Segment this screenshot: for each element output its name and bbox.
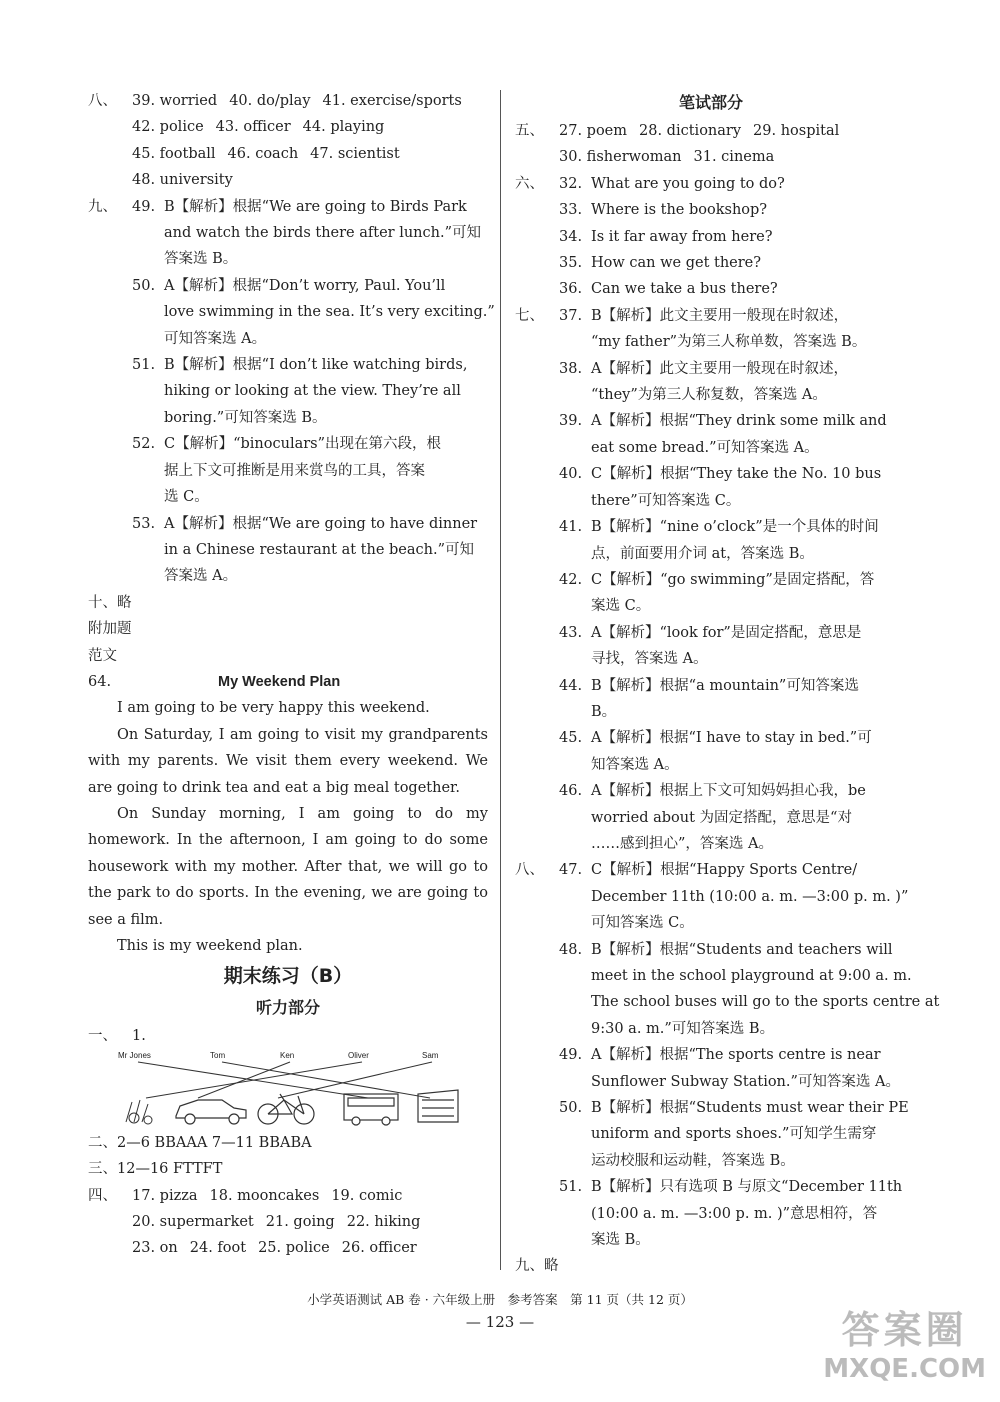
answer-line: 35. How can we get there?	[559, 255, 762, 272]
listening-title: 听力部分	[255, 998, 320, 1018]
answer-line: uniform and sports shoes.”可知学生需穿	[591, 1126, 877, 1143]
bus-icon	[344, 1094, 398, 1125]
section-2: 二、2—6 BBAAA 7—11 BBABA	[88, 1134, 312, 1151]
answer-line: December 11th (10:00 a. m. —3:00 p. m. )”	[591, 888, 909, 905]
subway-icon	[418, 1090, 458, 1122]
answer-line: 据上下文可推断是用来赏鸟的工具，答案	[164, 462, 425, 479]
page-number: — 123 —	[465, 1313, 535, 1331]
section-5: 五、 27. poem 28. dictionary 29. hospital 30. fisherwoman 31. cinema	[515, 123, 840, 166]
exam-title: 期末练习（B）	[223, 965, 353, 988]
answer-line: 答案选 B。	[164, 251, 238, 268]
answer-line: 知答案选 A。	[591, 756, 679, 773]
answer-line: 九、 49. B【解析】根据“We are going to Birds Park	[88, 198, 467, 215]
answer-line: 33. Where is the bookshop?	[559, 202, 768, 219]
answer-line: 51. B【解析】根据“I don’t like watching birds,	[132, 357, 468, 374]
answer-line: 46. A【解析】根据上下文可知妈妈担心我，be	[559, 783, 866, 800]
essay-title: My Weekend Plan	[218, 673, 341, 690]
car-icon	[176, 1100, 246, 1124]
section-6	[515, 171, 907, 303]
watermark-logo: 答案圈 MXQE.COM	[823, 1308, 986, 1384]
left-column	[88, 88, 495, 1262]
answer-line: 40. C【解析】根据“They take the No. 10 bus	[559, 466, 882, 483]
answer-line: 41. B【解析】“nine o’clock”是一个具体的时间	[559, 519, 879, 536]
answer-line: eat some bread.”可知答案选 A。	[591, 439, 819, 456]
answer-line: 案选 B。	[591, 1232, 650, 1249]
name-label: Tom	[210, 1050, 226, 1060]
answer-line: (10:00 a. m. —3:00 p. m. )”意思相符，答	[591, 1205, 878, 1222]
flowers-icon	[126, 1100, 152, 1124]
answer-line: 可知答案选 C。	[591, 915, 694, 932]
name-label: Sam	[422, 1050, 439, 1060]
match-lines	[138, 1062, 432, 1098]
essay-paragraph: I am going to be very happy this weekend.	[117, 700, 430, 717]
essay-paragraph: On Saturday, I am going to visit my grandparents with my parents. We visit them every weekend. We are going to drink tea and eat a big meal together.	[88, 726, 488, 796]
answer-line: 43. A【解析】“look for”是固定搭配，意思是	[559, 624, 862, 641]
section-8-left: 八、 39. worried 40. do/play 41. exercise/sports 42. police 43. officer 44. playing 45. football 46. coach 47. scientist 48. university	[88, 93, 462, 189]
answer-line: 寻找，答案选 A。	[591, 651, 708, 668]
name-label: Ken	[280, 1050, 295, 1060]
answer-line: 可知答案选 A。	[164, 330, 267, 347]
answer-line: 案选 C。	[591, 598, 651, 615]
answer-line: 50. B【解析】根据“Students must wear their PE	[559, 1100, 909, 1117]
answer-line: 七、 37. B【解析】此文主要用一般现在时叙述，	[515, 307, 849, 324]
matching-figure	[118, 1050, 508, 1130]
essay-paragraph: On Sunday morning, I am going to do my homework. In the afternoon, I am going to do some housework with my mother. After that, we will go to the park to do sports. In the evening, we are going to see a film.	[88, 805, 488, 928]
answer-line: 49. A【解析】根据“The sports centre is near	[559, 1047, 881, 1064]
answer-line: 34. Is it far away from here?	[559, 228, 773, 245]
answer-line: “my father”为第三人称单数，答案选 B。	[591, 334, 867, 351]
answer-line: “they”为第三人称复数，答案选 A。	[591, 387, 827, 404]
answer-line: 八、 47. C【解析】根据“Happy Sports Centre/	[515, 862, 858, 879]
answer-line: 六、 32. What are you going to do?	[515, 175, 785, 192]
answer-line: hiking or looking at the view. They’re all	[164, 383, 461, 400]
page-footer: 小学英语测试 AB 卷 · 六年级上册 参考答案 第 11 页（共 12 页）	[307, 1292, 693, 1307]
essay-paragraph: This is my weekend plan.	[117, 938, 303, 954]
answer-line: ……感到担心”，答案选 A。	[591, 835, 773, 852]
answer-line: 51. B【解析】只有选项 B 与原文“December 11th	[559, 1179, 903, 1196]
answer-line: 50. A【解析】根据“Don’t worry, Paul. You’ll	[132, 277, 446, 294]
answer-line: boring.”可知答案选 B。	[164, 409, 327, 426]
answer-line: worried about 为固定搭配，意思是“对	[591, 809, 852, 826]
name-label: Oliver	[348, 1050, 369, 1060]
section-3: 三、12—16 FTTFT	[88, 1161, 223, 1178]
answer-line: meet in the school playground at 9:00 a. m.	[591, 968, 912, 984]
answer-line: Sunflower Subway Station.”可知答案选 A。	[591, 1073, 900, 1090]
section-9-left	[88, 194, 495, 590]
answer-line: 39. A【解析】根据“They drink some milk and	[559, 413, 887, 430]
answer-line: love swimming in the sea. It’s very exciting.”	[164, 304, 495, 321]
answer-line: 45. A【解析】根据“I have to stay in bed.”可	[559, 730, 872, 747]
answer-line: 48. B【解析】根据“Students and teachers will	[559, 941, 893, 958]
answer-line: 38. A【解析】此文主要用一般现在时叙述，	[559, 360, 848, 377]
name-label: Mr Jones	[118, 1050, 151, 1060]
section-1: 一、 1. Mr Jones Tom Ken Oliver Sam	[88, 1023, 488, 1129]
answer-line: in a Chinese restaurant at the beach.”可知	[164, 541, 475, 558]
answer-line: there”可知答案选 C。	[591, 492, 741, 509]
written-title: 笔试部分	[678, 93, 743, 112]
section-9-right: 九、略	[515, 1258, 559, 1275]
answer-line: 42. C【解析】“go swimming”是固定搭配，答	[559, 571, 875, 588]
answer-line: and watch the birds there after lunch.”可知	[164, 225, 481, 242]
extra-title: 附加题	[88, 621, 132, 638]
right-column	[515, 88, 940, 1280]
section-4: 四、 17. pizza 18. mooncakes 19. comic 20. supermarket 21. going 22. hiking 23. on 24. foot 25. police 26. officer	[88, 1187, 421, 1257]
answer-line: 点，前面要用介词 at，答案选 B。	[591, 545, 814, 562]
answer-line: B。	[591, 703, 617, 720]
section-10: 十、略	[88, 594, 132, 611]
answer-line: 选 C。	[164, 489, 209, 506]
answer-line: 44. B【解析】根据“a mountain”可知答案选	[559, 677, 859, 694]
answer-line: 9:30 a. m.”可知答案选 B。	[591, 1020, 775, 1037]
section-7	[515, 303, 907, 858]
answer-line: 答案选 A。	[164, 568, 238, 585]
bicycle-icon	[258, 1094, 314, 1124]
answer-line: The school buses will go to the sports centre at	[591, 994, 940, 1011]
sample-label: 范文	[88, 647, 117, 664]
answer-line: 36. Can we take a bus there?	[559, 281, 778, 298]
answer-line: 运动校服和运动鞋，答案选 B。	[591, 1152, 795, 1169]
sample-essay	[88, 669, 488, 959]
answer-line: 53. A【解析】根据“We are going to have dinner	[132, 515, 478, 532]
answer-line: 52. C【解析】“binoculars”出现在第六段，根	[132, 436, 442, 453]
essay-number: 64.	[88, 673, 112, 690]
section-8-right	[515, 857, 940, 1253]
